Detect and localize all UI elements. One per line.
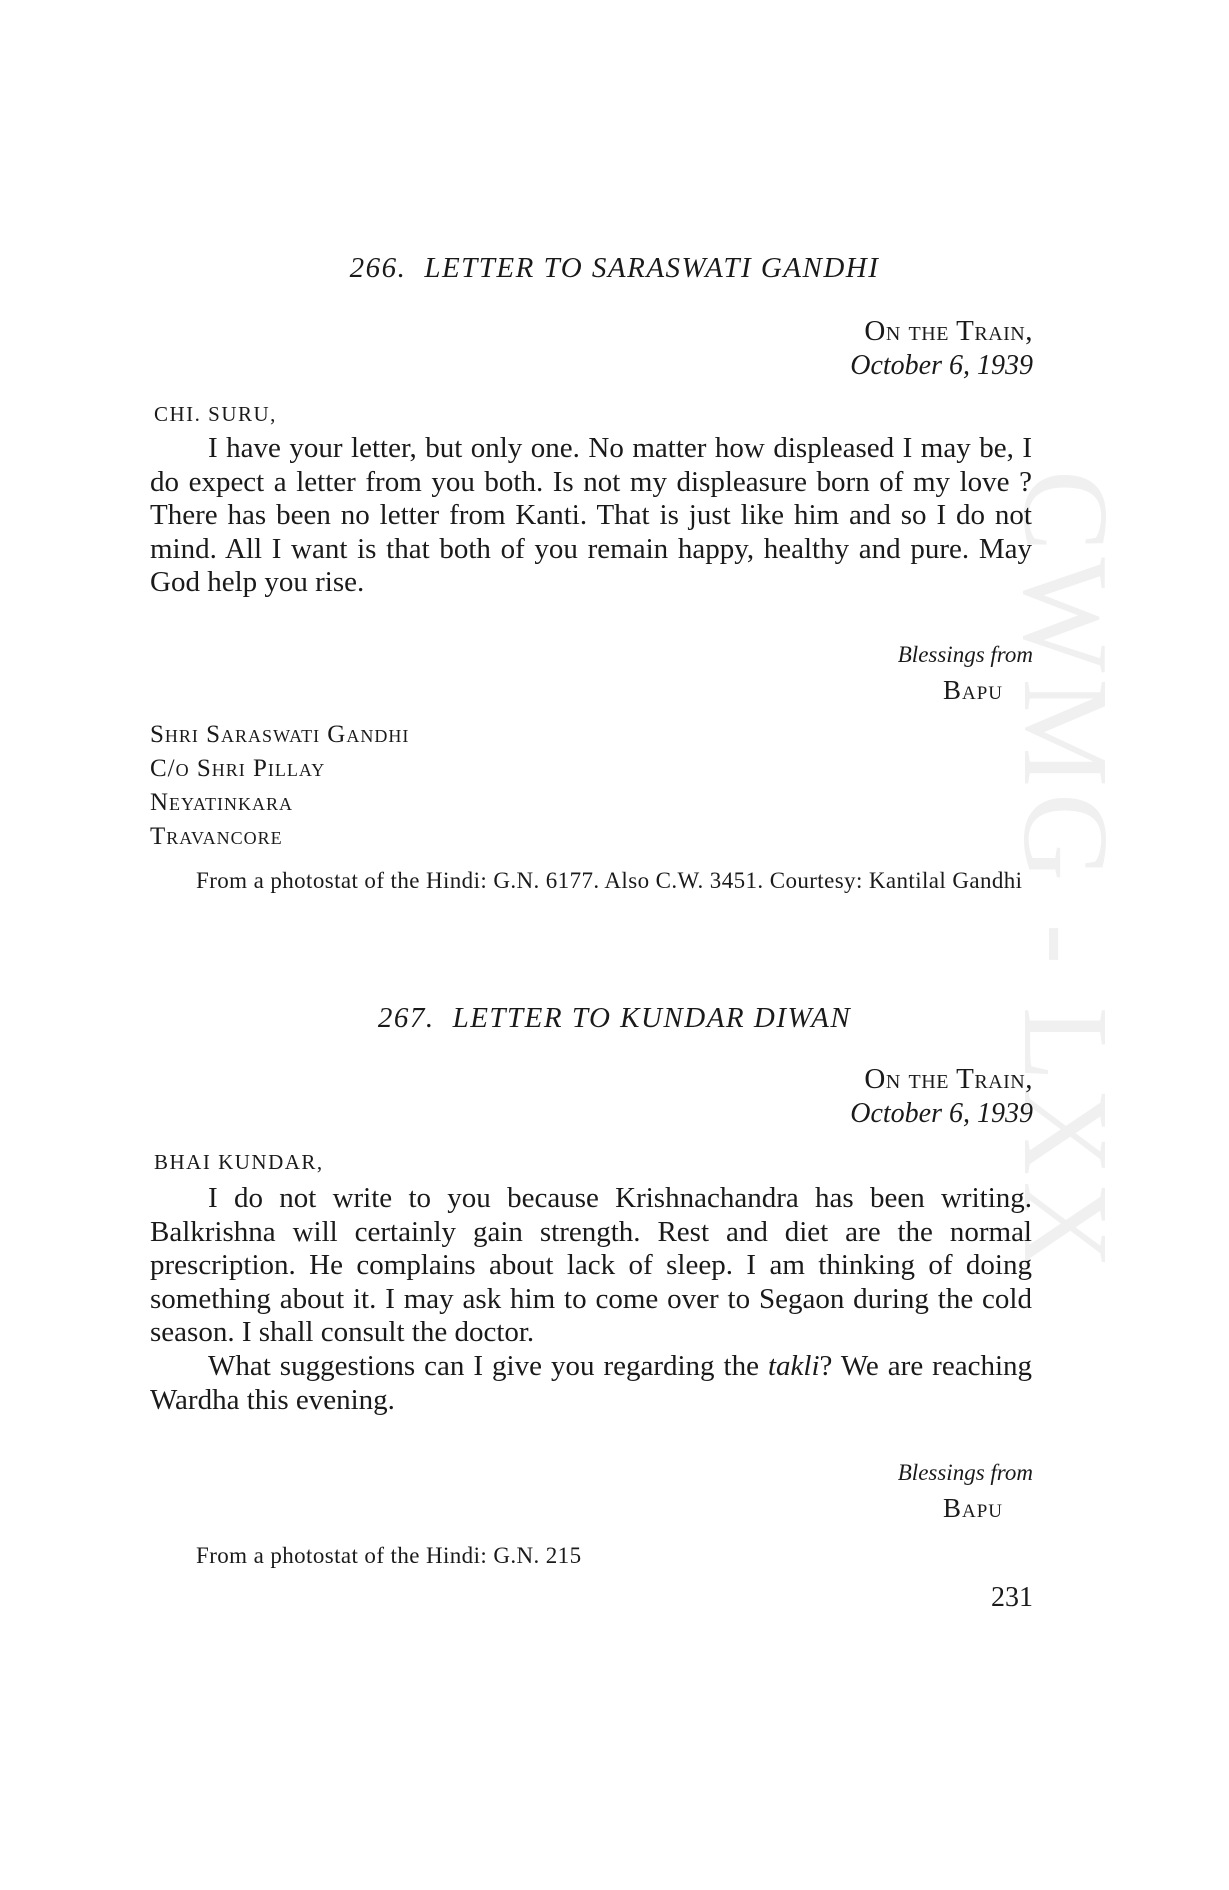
blessings-label: Blessings from: [897, 1460, 1033, 1485]
paragraph-text: What suggestions can I give you regarding the: [208, 1349, 768, 1382]
place-text: On the Train,: [864, 1063, 1033, 1095]
address-line: Shri Saraswati Gandhi: [150, 721, 410, 748]
letter-date: October 6, 1939: [850, 350, 1033, 381]
body-paragraph: I do not write to you because Krishnachandra has been writing. Balkrishna will certainly gain strength. Rest and diet are the normal prescription. He complains about lack of sleep. I am thinking of doing something about it. I may ask him to come over to Segaon during the cold season. I shall consult the doctor.: [150, 1182, 1032, 1349]
address-line: Neyatinkara: [150, 789, 294, 816]
paragraph-text: ? We are reaching Wardha this evening.: [150, 1349, 1033, 1416]
source-note: From a photostat of the Hindi: G.N. 6177. Also C.W. 3451. Courtesy: Kantilal Gandhi: [196, 868, 1023, 893]
letter-number: 267.: [377, 1002, 435, 1034]
italic-word: takli: [767, 1349, 820, 1382]
letter-title: [0, 252, 1229, 285]
body-paragraph: I have your letter, but only one. No matter how displeased I may be, I do expect a letter from you both. Is not my displeasure born of my love ? There has been no letter from Kanti. That is just like him and so I do not mind. All I want is that both of you remain happy, healthy and pure. May God help you rise.: [150, 432, 1032, 599]
body-paragraph: [150, 1350, 1032, 1417]
source-note: From a photostat of the Hindi: G.N. 215: [196, 1543, 582, 1568]
salutation: CHI. SURU,: [154, 402, 277, 426]
letter-heading: LETTER TO SARASWATI GANDHI: [424, 252, 880, 284]
address-line: Travancore: [150, 823, 283, 850]
letter-place: [864, 315, 1033, 348]
watermark: CWMG - LXX: [998, 470, 1133, 1276]
address-block: [150, 718, 409, 854]
blessings-label: Blessings from: [897, 642, 1033, 667]
address-line: C/o Shri Pillay: [150, 755, 326, 782]
signature: Bapu: [942, 675, 1003, 705]
letter-title: [0, 1002, 1229, 1035]
salutation: BHAI KUNDAR,: [154, 1150, 324, 1174]
letter-body: [150, 1182, 1032, 1417]
letter-place: [864, 1063, 1033, 1096]
place-text: On the Train,: [864, 315, 1033, 347]
letter-number: 266.: [349, 252, 407, 284]
page-number: 231: [991, 1582, 1033, 1613]
letter-date: October 6, 1939: [850, 1098, 1033, 1129]
letter-heading: LETTER TO KUNDAR DIWAN: [452, 1002, 852, 1034]
letter-body: [150, 432, 1032, 600]
signature: Bapu: [942, 1493, 1003, 1523]
